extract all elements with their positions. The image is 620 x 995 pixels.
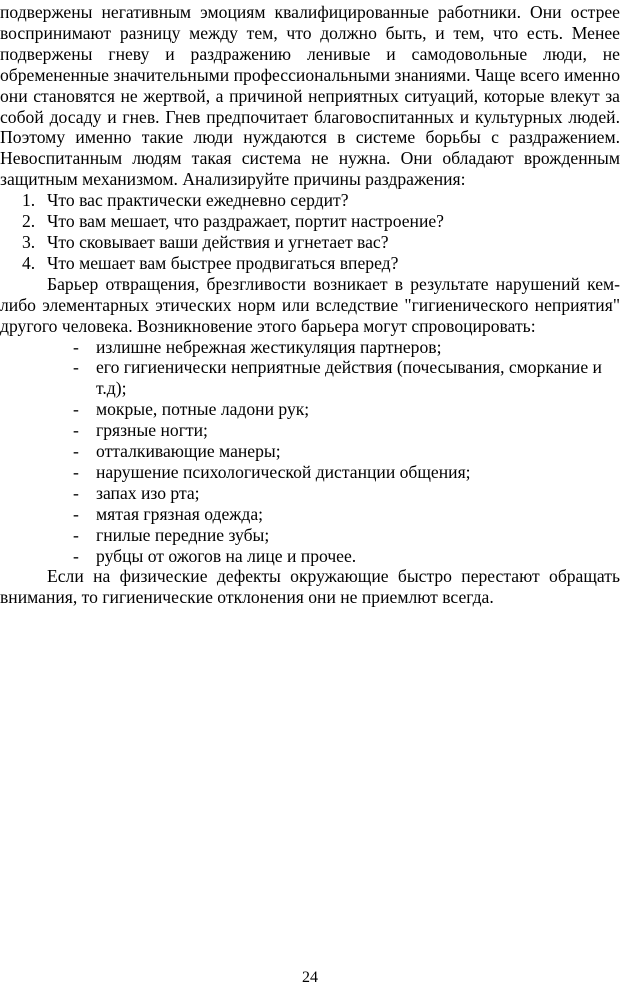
list-dash: -	[73, 441, 79, 462]
list-item	[0, 232, 620, 253]
list-item	[0, 420, 620, 441]
list-item-text: Что сковывает ваши действия и угнетает вас?	[47, 231, 389, 252]
list-item-text: мятая грязная одежда;	[96, 503, 264, 524]
list-item	[0, 546, 620, 567]
list-dash: -	[73, 482, 79, 503]
page-text	[0, 2, 620, 608]
question-list	[0, 190, 620, 274]
list-item-text: нарушение психологической дистанции общения;	[96, 461, 471, 482]
list-number: 3.	[22, 231, 36, 252]
list-item	[0, 337, 620, 358]
list-item	[0, 253, 620, 274]
list-item	[0, 504, 620, 525]
list-item-text: отталкивающие манеры;	[96, 441, 281, 462]
list-item	[0, 483, 620, 504]
list-item	[0, 441, 620, 462]
list-number: 4.	[22, 252, 36, 273]
list-dash: -	[73, 461, 79, 482]
list-item-text: грязные ногти;	[96, 420, 208, 441]
list-item-text: рубцы от ожогов на лице и прочее.	[96, 545, 357, 566]
page-number: 24	[302, 969, 318, 986]
list-item-text: запах изо рта;	[96, 482, 200, 503]
list-item-text: Что вас практически ежедневно сердит?	[47, 190, 349, 211]
paragraph-conclusion: Если на физические дефекты окружающие быстро перестают обращать внимания, то гигиенические отклонения они не приемлют всегда.	[0, 566, 620, 608]
list-dash: -	[73, 357, 79, 378]
list-item-text: мокрые, потные ладони рук;	[96, 399, 310, 420]
list-dash: -	[73, 524, 79, 545]
list-dash: -	[73, 420, 79, 441]
list-item	[0, 357, 620, 399]
paragraph-anger-causes: подвержены негативным эмоциям квалифицированные работники. Они острее воспринимают разницу между тем, что должно быть, и тем, что есть. Менее подвержены гневу и раздражению ленивые и самодовольные люди, не обремененные значительными профессиональными знаниями. Чаще всего именно они становятся не жертвой, а причиной неприятных ситуаций, которые влекут за собой досаду и гнев. Гнев предпочитает благовоспитанных и культурных людей. Поэтому именно такие люди нуждаются в системе борьбы с раздражением. Невоспитанным людям такая система не нужна. Они обладают врожденным защитным механизмом. Анализируйте причины раздражения:	[0, 2, 620, 190]
list-item-text: Что мешает вам быстрее продвигаться вперед?	[47, 252, 399, 273]
list-item	[0, 211, 620, 232]
list-item-text: Что вам мешает, что раздражает, портит настроение?	[47, 211, 444, 232]
list-dash: -	[73, 503, 79, 524]
list-item	[0, 462, 620, 483]
list-item	[0, 525, 620, 546]
list-dash: -	[73, 545, 79, 566]
list-item-text: излишне небрежная жестикуляция партнеров;	[96, 336, 442, 357]
list-number: 1.	[22, 190, 36, 211]
list-item-text: гнилые передние зубы;	[96, 524, 270, 545]
list-item	[0, 399, 620, 420]
paragraph-disgust-barrier: Барьер отвращения, брезгливости возникает в результате нарушений кем-либо элементарных этических норм или вследствие "гигиенического неприятия" другого человека. Возникновение этого барьера могут спровоцировать:	[0, 273, 620, 336]
list-item	[0, 190, 620, 211]
list-number: 2.	[22, 211, 36, 232]
list-dash: -	[73, 399, 79, 420]
list-item-text: его гигиенически неприятные действия (почесывания, сморкание и т.д);	[96, 357, 602, 399]
list-dash: -	[73, 336, 79, 357]
trigger-list	[0, 337, 620, 567]
